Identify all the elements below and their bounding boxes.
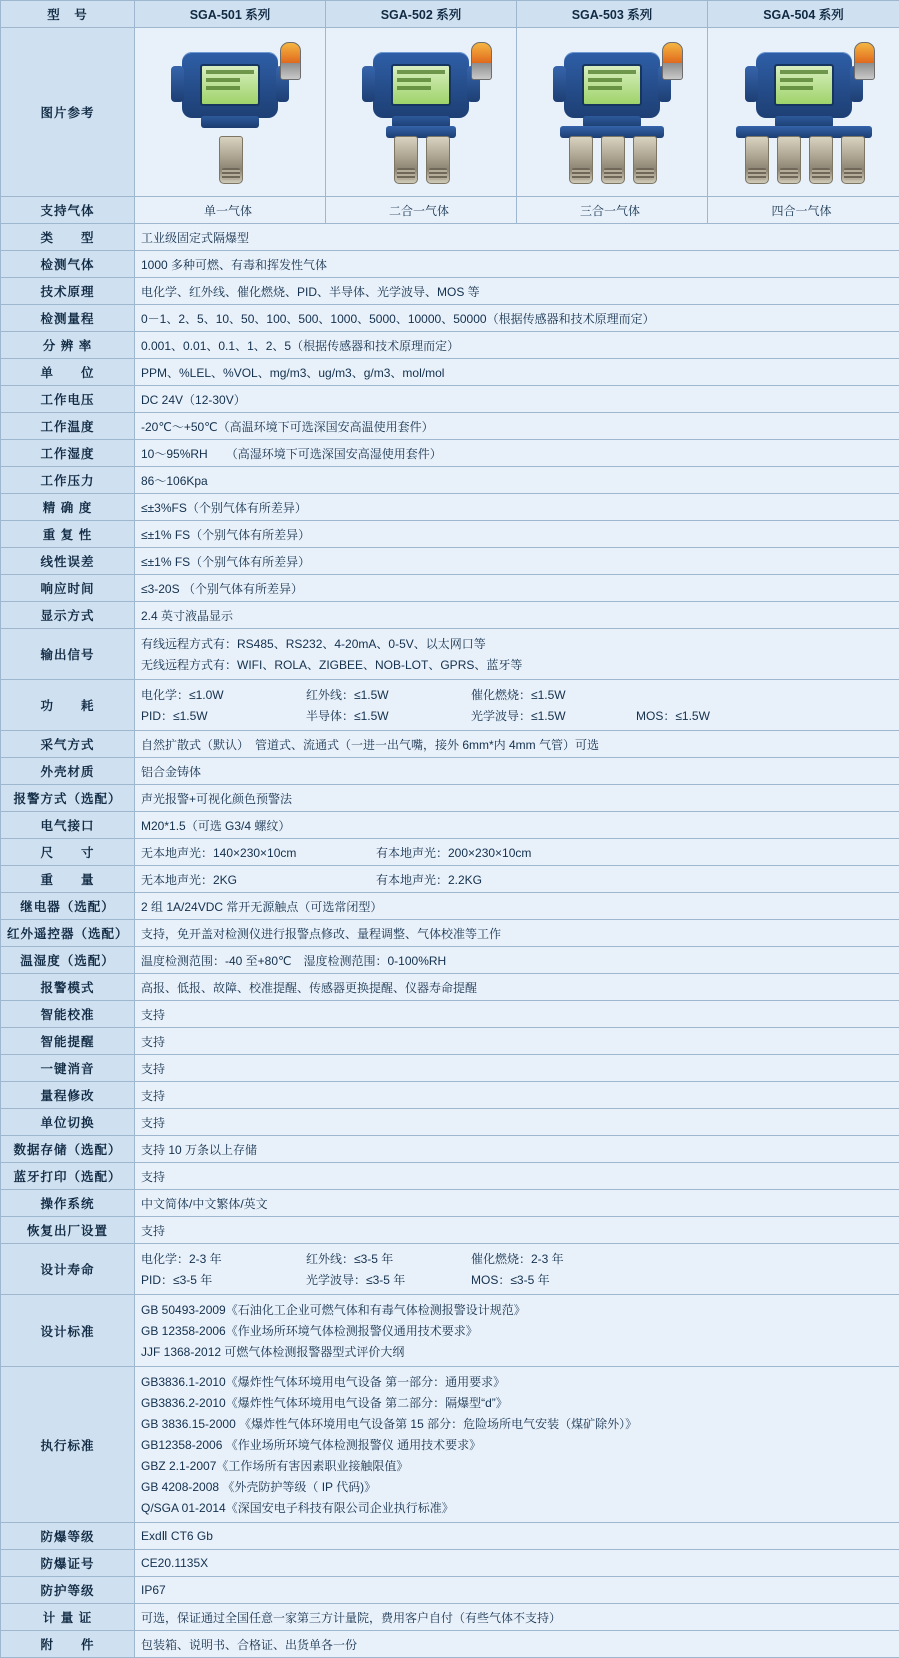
row-value-data-storage: 支持 10 万条以上存储	[135, 1136, 899, 1163]
row-value-ir-remote: 支持，免开盖对检测仪进行报警点修改、量程调整、气体校准等工作	[135, 920, 899, 947]
power-semiconductor: 半导体：≤1.5W	[306, 707, 471, 724]
device-display-icon	[774, 64, 834, 106]
sensor-probe-icon	[809, 136, 833, 184]
row-value-design-standard	[135, 1295, 899, 1367]
device-display-icon	[391, 64, 451, 106]
model-501: SGA-501 系列	[135, 1, 326, 28]
device-neck	[201, 116, 259, 128]
table-row-design-standard	[1, 1295, 899, 1367]
table-row-ex-grade	[1, 1523, 899, 1550]
table-row-accessories	[1, 1631, 899, 1658]
device-head-icon	[182, 52, 278, 118]
row-label-shell-material: 外壳材质	[1, 758, 135, 785]
table-row-voltage	[1, 386, 899, 413]
alarm-lamp-icon	[280, 42, 301, 80]
power-infrared: 红外线：≤1.5W	[306, 686, 471, 703]
table-row-design-life	[1, 1244, 899, 1295]
table-row-display	[1, 602, 899, 629]
row-label-size: 尺 寸	[1, 839, 135, 866]
row-value-ex-grade: ExdⅡ CT6 Gb	[135, 1523, 899, 1550]
row-value-ip-grade: IP67	[135, 1577, 899, 1604]
row-label-unit-switch: 单位切换	[1, 1109, 135, 1136]
life-infrared: 红外线：≤3-5 年	[306, 1250, 471, 1267]
table-row-weight	[1, 866, 899, 893]
row-value-unit: PPM、%LEL、%VOL、mg/m3、ug/m3、g/m3、mol/mol	[135, 359, 899, 386]
execution-standard-item: GB12358-2006 《作业场所环境气体检测报警仪 通用技术要求》	[141, 1434, 893, 1455]
row-label-linearity: 线性误差	[1, 548, 135, 575]
table-row-data-storage	[1, 1136, 899, 1163]
execution-standard-item: GB 4208-2008 《外壳防护等级（ IP 代码)》	[141, 1476, 893, 1497]
row-value-execution-standard	[135, 1367, 899, 1523]
sensor-probe-icon	[426, 136, 450, 184]
sensor-probe-icon	[633, 136, 657, 184]
table-row-sampling	[1, 731, 899, 758]
life-mos: MOS：≤3-5 年	[471, 1271, 636, 1288]
row-label-output-signal: 输出信号	[1, 629, 135, 680]
row-label-execution-standard: 执行标准	[1, 1367, 135, 1523]
row-value-ex-certificate: CE20.1135X	[135, 1550, 899, 1577]
table-row-relay	[1, 893, 899, 920]
row-label-humidity: 工作湿度	[1, 440, 135, 467]
row-label-resolution: 分 辨 率	[1, 332, 135, 359]
row-label-display: 显示方式	[1, 602, 135, 629]
table-row-smart-calibration	[1, 1001, 899, 1028]
row-label-alarm-method: 报警方式（选配）	[1, 785, 135, 812]
alarm-lamp-icon	[662, 42, 683, 80]
gas-502: 二合一气体	[326, 197, 517, 224]
row-label-relay: 继电器（选配）	[1, 893, 135, 920]
row-label-alarm-mode: 报警模式	[1, 974, 135, 1001]
row-value-size	[135, 839, 899, 866]
table-row-alarm-mode	[1, 974, 899, 1001]
power-mos: MOS：≤1.5W	[636, 707, 710, 724]
row-value-shell-material: 铝合金铸体	[135, 758, 899, 785]
row-value-design-life	[135, 1244, 899, 1295]
row-value-power	[135, 680, 899, 731]
row-label-range: 检测量程	[1, 305, 135, 332]
row-label-detect-gas: 检测气体	[1, 251, 135, 278]
row-label-ex-grade: 防爆等级	[1, 1523, 135, 1550]
table-row-supported-gas	[1, 197, 899, 224]
device-illustration	[336, 36, 506, 188]
alarm-lamp-icon	[854, 42, 875, 80]
row-label-accuracy: 精 确 度	[1, 494, 135, 521]
row-label-data-storage: 数据存储（选配）	[1, 1136, 135, 1163]
power-pid: PID：≤1.5W	[141, 707, 306, 724]
row-label-metrology-certificate: 计 量 证	[1, 1604, 135, 1631]
gas-504: 四合一气体	[708, 197, 899, 224]
row-value-electrical-interface: M20*1.5（可选 G3/4 螺纹）	[135, 812, 899, 839]
device-head-icon	[564, 52, 660, 118]
row-label-ex-certificate: 防爆证号	[1, 1550, 135, 1577]
row-value-os: 中文简体/中文繁体/英文	[135, 1190, 899, 1217]
power-optical: 光学波导：≤1.5W	[471, 707, 636, 724]
table-row-accuracy	[1, 494, 899, 521]
sensor-probe-icon	[394, 136, 418, 184]
table-row-mute	[1, 1055, 899, 1082]
row-value-range-modify: 支持	[135, 1082, 899, 1109]
life-pid: PID：≤3-5 年	[141, 1271, 306, 1288]
row-label-smart-reminder: 智能提醒	[1, 1028, 135, 1055]
device-image-501	[135, 28, 326, 197]
row-label-unit: 单 位	[1, 359, 135, 386]
table-row-os	[1, 1190, 899, 1217]
row-value-relay: 2 组 1A/24VDC 常开无源触点（可选常闭型）	[135, 893, 899, 920]
sensor-probe-icon	[569, 136, 593, 184]
execution-standard-item: GBZ 2.1-2007《工作场所有害因素职业接触限值》	[141, 1455, 893, 1476]
row-label-smart-calibration: 智能校准	[1, 1001, 135, 1028]
table-row-smart-reminder	[1, 1028, 899, 1055]
gas-501: 单一气体	[135, 197, 326, 224]
row-value-display: 2.4 英寸液晶显示	[135, 602, 899, 629]
row-label-electrical-interface: 电气接口	[1, 812, 135, 839]
row-value-voltage: DC 24V（12-30V）	[135, 386, 899, 413]
alarm-lamp-icon	[471, 42, 492, 80]
life-line-2	[141, 1269, 893, 1290]
row-value-factory-reset: 支持	[135, 1217, 899, 1244]
execution-standard-item: GB3836.1-2010《爆炸性气体环境用电气设备 第一部分：通用要求》	[141, 1371, 893, 1392]
table-row-range-modify	[1, 1082, 899, 1109]
table-row-pressure	[1, 467, 899, 494]
sensor-probe-icon	[219, 136, 243, 184]
device-illustration	[527, 36, 697, 188]
row-value-weight	[135, 866, 899, 893]
device-image-503	[517, 28, 708, 197]
row-value-bluetooth-print: 支持	[135, 1163, 899, 1190]
table-row-ex-certificate	[1, 1550, 899, 1577]
table-row-temperature	[1, 413, 899, 440]
row-label-factory-reset: 恢复出厂设置	[1, 1217, 135, 1244]
power-catalytic: 催化燃烧：≤1.5W	[471, 686, 636, 703]
row-value-output-signal	[135, 629, 899, 680]
table-row-linearity	[1, 548, 899, 575]
model-502: SGA-502 系列	[326, 1, 517, 28]
life-line-1	[141, 1248, 893, 1269]
design-standard-item: JJF 1368-2012 可燃气体检测报警器型式评价大纲	[141, 1341, 893, 1362]
size-without-alarm: 无本地声光：140×230×10cm	[141, 844, 376, 861]
row-label-temperature: 工作温度	[1, 413, 135, 440]
table-row-principle	[1, 278, 899, 305]
row-label-model: 型 号	[1, 1, 135, 28]
row-label-type: 类 型	[1, 224, 135, 251]
device-illustration	[145, 36, 315, 188]
life-electrochemical: 电化学：2-3 年	[141, 1250, 306, 1267]
row-label-ir-remote: 红外遥控器（选配）	[1, 920, 135, 947]
row-value-smart-calibration: 支持	[135, 1001, 899, 1028]
device-head-icon	[373, 52, 469, 118]
table-row-ir-remote	[1, 920, 899, 947]
row-value-alarm-method: 声光报警+可视化颜色预警法	[135, 785, 899, 812]
row-label-supported-gas: 支持气体	[1, 197, 135, 224]
table-row-range	[1, 305, 899, 332]
table-row-power	[1, 680, 899, 731]
table-row-unit-switch	[1, 1109, 899, 1136]
design-standard-item: GB 12358-2006《作业场所环境气体检测报警仪通用技术要求》	[141, 1320, 893, 1341]
weight-with-alarm: 有本地声光：2.2KG	[376, 871, 482, 888]
table-row-execution-standard	[1, 1367, 899, 1523]
life-catalytic: 催化燃烧：2-3 年	[471, 1250, 636, 1267]
row-value-range: 0－1、2、5、10、50、100、500、1000、5000、10000、50000（根据传感器和技术原理而定）	[135, 305, 899, 332]
row-label-range-modify: 量程修改	[1, 1082, 135, 1109]
output-wired: 有线远程方式有：RS485、RS232、4-20mA、0-5V、以太网口等	[141, 633, 893, 654]
row-label-accessories: 附 件	[1, 1631, 135, 1658]
device-image-502	[326, 28, 517, 197]
row-value-resolution: 0.001、0.01、0.1、1、2、5（根据传感器和技术原理而定）	[135, 332, 899, 359]
row-label-design-life: 设计寿命	[1, 1244, 135, 1295]
row-value-accessories: 包装箱、说明书、合格证、出货单各一份	[135, 1631, 899, 1658]
table-row-output-signal	[1, 629, 899, 680]
table-row-ip-grade	[1, 1577, 899, 1604]
life-optical: 光学波导：≤3-5 年	[306, 1271, 471, 1288]
table-row-model	[1, 1, 899, 28]
row-label-voltage: 工作电压	[1, 386, 135, 413]
row-value-repeatability: ≤±1% FS（个别气体有所差异）	[135, 521, 899, 548]
row-value-response-time: ≤3-20S （个别气体有所差异）	[135, 575, 899, 602]
table-row-resolution	[1, 332, 899, 359]
power-line-2	[141, 705, 893, 726]
sensor-probe-icon	[777, 136, 801, 184]
row-label-images: 图片参考	[1, 28, 135, 197]
row-label-power: 功 耗	[1, 680, 135, 731]
row-value-temp-humidity-option: 温度检测范围：-40 至+80℃ 湿度检测范围：0-100%RH	[135, 947, 899, 974]
size-with-alarm: 有本地声光：200×230×10cm	[376, 844, 531, 861]
sensor-probe-icon	[841, 136, 865, 184]
table-row-metrology-certificate	[1, 1604, 899, 1631]
table-row-type	[1, 224, 899, 251]
gas-503: 三合一气体	[517, 197, 708, 224]
table-row-humidity	[1, 440, 899, 467]
row-label-principle: 技术原理	[1, 278, 135, 305]
row-value-sampling: 自然扩散式（默认） 管道式、流通式（一进一出气嘴，接外 6mm*内 4mm 气管）可选	[135, 731, 899, 758]
table-row-electrical-interface	[1, 812, 899, 839]
design-standard-item: GB 50493-2009《石油化工企业可燃气体和有毒气体检测报警设计规范》	[141, 1299, 893, 1320]
device-display-icon	[200, 64, 260, 106]
output-wireless: 无线远程方式有：WIFI、ROLA、ZIGBEE、NOB-LOT、GPRS、蓝牙等	[141, 654, 893, 675]
row-label-ip-grade: 防护等级	[1, 1577, 135, 1604]
execution-standard-item: GB3836.2-2010《爆炸性气体环境用电气设备 第二部分：隔爆型“d”》	[141, 1392, 893, 1413]
row-label-bluetooth-print: 蓝牙打印（选配）	[1, 1163, 135, 1190]
table-row-temp-humidity-option	[1, 947, 899, 974]
row-label-pressure: 工作压力	[1, 467, 135, 494]
table-row-size	[1, 839, 899, 866]
table-row-factory-reset	[1, 1217, 899, 1244]
row-label-mute: 一键消音	[1, 1055, 135, 1082]
row-value-temperature: -20℃～+50℃（高温环境下可选深国安高温使用套件）	[135, 413, 899, 440]
row-value-unit-switch: 支持	[135, 1109, 899, 1136]
table-row-bluetooth-print	[1, 1163, 899, 1190]
sensor-probe-icon	[601, 136, 625, 184]
sensor-probe-icon	[745, 136, 769, 184]
row-label-repeatability: 重 复 性	[1, 521, 135, 548]
row-value-linearity: ≤±1% FS（个别气体有所差异）	[135, 548, 899, 575]
table-row-alarm-method	[1, 785, 899, 812]
row-value-smart-reminder: 支持	[135, 1028, 899, 1055]
row-label-response-time: 响应时间	[1, 575, 135, 602]
power-electrochemical: 电化学：≤1.0W	[141, 686, 306, 703]
device-display-icon	[582, 64, 642, 106]
row-value-accuracy: ≤±3%FS（个别气体有所差异）	[135, 494, 899, 521]
row-value-humidity: 10～95%RH （高湿环境下可选深国安高湿使用套件）	[135, 440, 899, 467]
device-illustration	[719, 36, 889, 188]
table-row-unit	[1, 359, 899, 386]
row-label-os: 操作系统	[1, 1190, 135, 1217]
model-504: SGA-504 系列	[708, 1, 899, 28]
table-row-images	[1, 28, 899, 197]
weight-without-alarm: 无本地声光：2KG	[141, 871, 376, 888]
table-row-shell-material	[1, 758, 899, 785]
power-line-1	[141, 684, 893, 705]
row-value-alarm-mode: 高报、低报、故障、校准提醒、传感器更换提醒、仪器寿命提醒	[135, 974, 899, 1001]
row-label-temp-humidity-option: 温湿度（选配）	[1, 947, 135, 974]
row-value-metrology-certificate: 可选，保证通过全国任意一家第三方计量院，费用客户自付（有些气体不支持）	[135, 1604, 899, 1631]
table-row-repeatability	[1, 521, 899, 548]
row-label-design-standard: 设计标准	[1, 1295, 135, 1367]
row-value-type: 工业级固定式隔爆型	[135, 224, 899, 251]
execution-standard-item: Q/SGA 01-2014《深国安电子科技有限公司企业执行标准》	[141, 1497, 893, 1518]
table-row-response-time	[1, 575, 899, 602]
row-value-pressure: 86～106Kpa	[135, 467, 899, 494]
row-label-sampling: 采气方式	[1, 731, 135, 758]
model-503: SGA-503 系列	[517, 1, 708, 28]
row-value-mute: 支持	[135, 1055, 899, 1082]
device-head-icon	[756, 52, 852, 118]
row-value-principle: 电化学、红外线、催化燃烧、PID、半导体、光学波导、MOS 等	[135, 278, 899, 305]
row-label-weight: 重 量	[1, 866, 135, 893]
device-image-504	[708, 28, 899, 197]
row-value-detect-gas: 1000 多种可燃、有毒和挥发性气体	[135, 251, 899, 278]
table-row-detect-gas	[1, 251, 899, 278]
execution-standard-item: GB 3836.15-2000 《爆炸性气体环境用电气设备第 15 部分：危险场所电气安装（煤矿除外）》	[141, 1413, 893, 1434]
